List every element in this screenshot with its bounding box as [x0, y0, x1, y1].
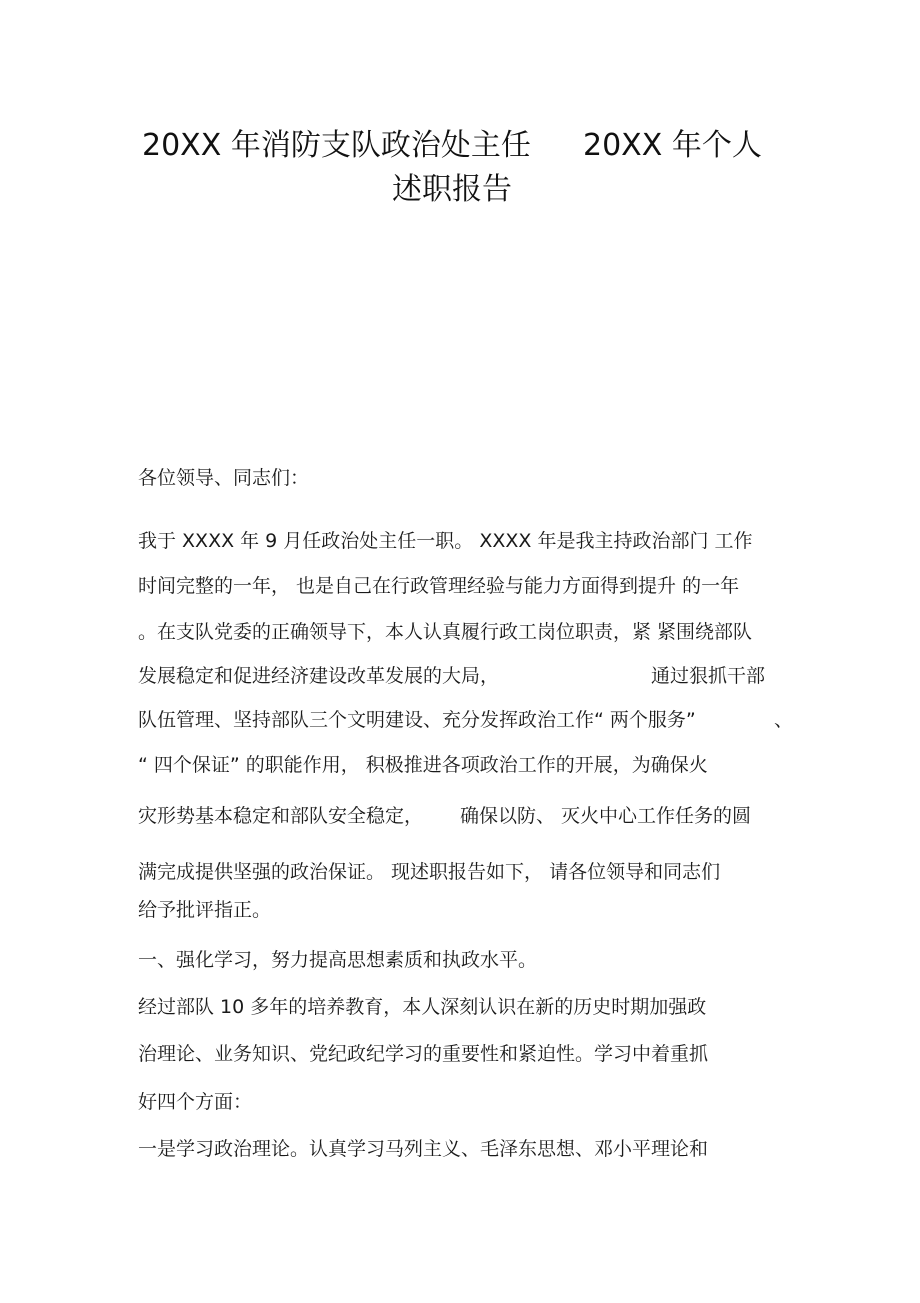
- paragraph-line: 经过部队 10 多年的培养教育，本人深刻认识在新的历史时期加强政: [138, 996, 707, 1018]
- paragraph-line: 灾形势基本稳定和部队安全稳定，: [138, 805, 424, 827]
- paragraph-line: 、: [774, 709, 794, 731]
- paragraph-line: 治理论、业务知识、党纪政纪学习的重要性和紧迫性。学习中着重抓: [138, 1043, 709, 1065]
- paragraph-line: 发展稳定和促进经济建设改革发展的大局，: [138, 665, 500, 687]
- document-title-line1-part2: 20XX 年个人: [583, 128, 762, 163]
- paragraph-line: 满完成提供坚强的政治保证。 现述职报告如下， 请各位领导和同志们: [138, 861, 721, 883]
- section-heading: 一、强化学习，努力提高思想素质和执政水平。: [138, 949, 538, 971]
- paragraph-line: 我于 XXXX 年 9 月任政治处主任一职。 XXXX 年是我主持政治部门 工作: [138, 530, 753, 552]
- document-title-line1-part1: 20XX 年消防支队政治处主任: [142, 128, 531, 163]
- document-title-line2: 述职报告: [392, 172, 512, 207]
- paragraph-line: 通过狠抓干部: [651, 665, 766, 687]
- paragraph-line: 队伍管理、坚持部队三个文明建设、充分发挥政治工作“ 两个服务”: [138, 709, 696, 731]
- paragraph-line: 好四个方面：: [138, 1091, 253, 1113]
- paragraph-line: 一是学习政治理论。认真学习马列主义、毛泽东思想、邓小平理论和: [138, 1138, 709, 1160]
- paragraph-line: 确保以防、 灭火中心工作任务的圆: [460, 805, 752, 827]
- paragraph-line: 时间完整的一年， 也是自己在行政管理经验与能力方面得到提升 的一年: [138, 575, 740, 597]
- paragraph-line: 给予批评指正。: [138, 899, 272, 921]
- paragraph-line: 。在支队党委的正确领导下，本人认真履行政工岗位职责，紧 紧围绕部队: [138, 621, 753, 643]
- greeting: 各位领导、同志们：: [138, 467, 310, 489]
- paragraph-line: “ 四个保证” 的职能作用， 积极推进各项政治工作的开展，为确保火: [138, 754, 708, 776]
